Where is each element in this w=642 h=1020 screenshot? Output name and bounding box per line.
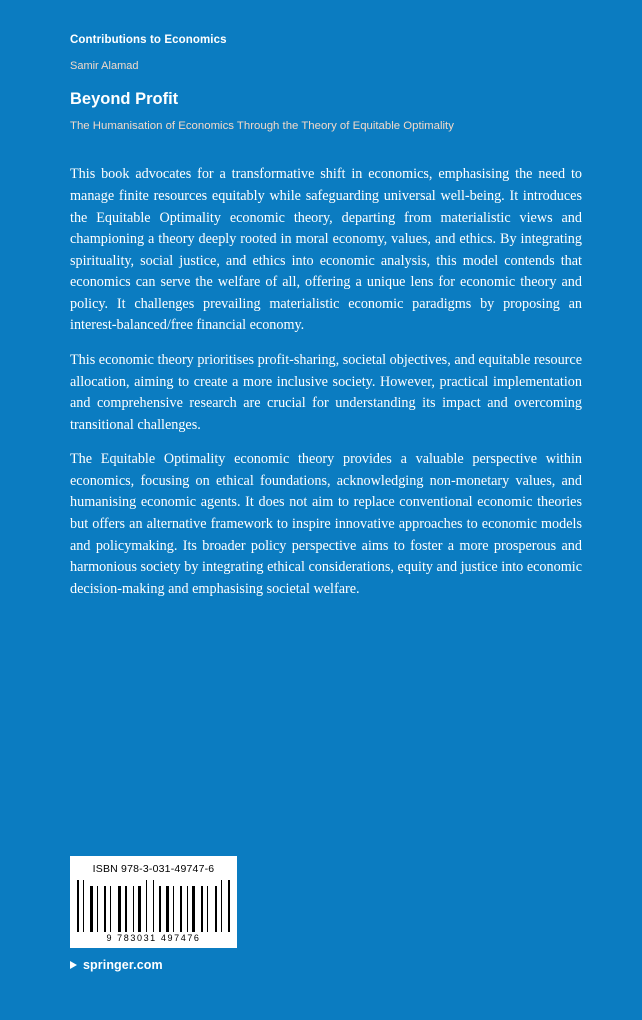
author-name: Samir Alamad <box>70 60 139 72</box>
blurb-paragraph: The Equitable Optimality economic theory provides a valuable perspective within economics, focusing on ethical foundations, acknowledging non-monetary values, and humanising economic agents. It does not aim to replace conventional economic theories but offers an alternative framework to inspire innovative approaches to economic models and policymaking. Its broader policy perspective aims to foster a more prosperous and harmonious society by integrating ethical considerations, equity and justice into economic decision-making and emphasising societal welfare. <box>70 451 582 597</box>
barcode-digits: 9 783031 497476 <box>106 933 201 943</box>
book-subtitle: The Humanisation of Economics Through the Theory of Equitable Optimality <box>70 120 454 132</box>
blurb-paragraph: This book advocates for a transformative shift in economics, emphasising the need to manage finite resources equitably while safeguarding universal well-being. It introduces the Equitable Optimality economic theory, departing from materialistic views and championing a theory deeply rooted in moral economy, values, and ethics. By integrating spirituality, social justice, and ethics into economic analysis, this model contends that economics can serve the welfare of all, offering a unique lens for economic theory and policy. It challenges prevailing materialistic economic paradigms by proposing an interest-balanced/free financial economy. <box>70 166 582 334</box>
blurb <box>70 164 582 600</box>
cover-text-block <box>70 34 582 600</box>
isbn-barcode-block <box>70 856 237 948</box>
series-name: Contributions to Economics <box>70 34 227 46</box>
publisher-logo[interactable] <box>70 958 163 972</box>
book-title: Beyond Profit <box>70 90 179 108</box>
blurb-paragraph: This economic theory prioritises profit-sharing, societal objectives, and equitable resource allocation, aiming to create a more inclusive society. However, practical implementation and comprehensive research are crucial for understanding its impact and overcoming transitional challenges. <box>70 352 582 433</box>
barcode-image <box>77 880 230 932</box>
publisher-name: springer.com <box>83 958 163 972</box>
triangle-icon <box>70 961 77 969</box>
isbn-label: ISBN 978-3-031-49747-6 <box>92 863 215 875</box>
